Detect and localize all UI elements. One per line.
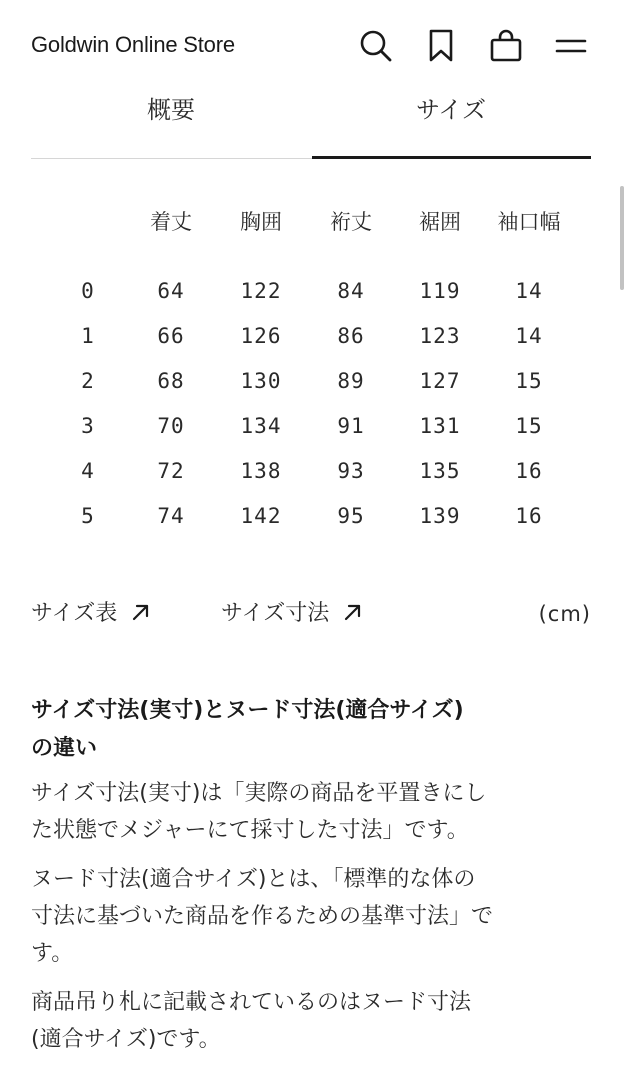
table-cell: 127 (419, 368, 461, 393)
menu-icon[interactable] (553, 28, 589, 64)
bag-icon[interactable] (488, 28, 524, 64)
table-row (50, 268, 574, 313)
paragraph-line: ヌード寸法(適合サイズ)とは、「標準的な体の (31, 867, 476, 892)
paragraph-line: た状態でメジャーにて採寸した寸法」です。 (31, 818, 469, 843)
table-row (50, 448, 574, 493)
table-cell: 15 (515, 413, 543, 438)
table-cell: 5 (81, 503, 95, 528)
table-cell: 138 (240, 458, 282, 483)
header-cell-cuff-width: 袖口幅 (497, 210, 561, 234)
tab-overview[interactable]: 概要 (147, 96, 195, 124)
size-info-heading (31, 692, 593, 768)
heading-line: の違い (31, 736, 98, 761)
table-cell: 95 (337, 503, 365, 528)
table-cell: 14 (515, 323, 543, 348)
detail-tabs (31, 88, 591, 160)
table-cell: 139 (419, 503, 461, 528)
table-cell: 16 (515, 458, 543, 483)
table-cell: 66 (157, 323, 185, 348)
active-tab-indicator (312, 156, 591, 159)
table-cell: 2 (81, 368, 95, 393)
size-dimensions-link[interactable] (221, 596, 363, 634)
paragraph-line: す。 (31, 941, 74, 966)
table-spacer (50, 242, 574, 268)
paragraph-line: サイズ寸法(実寸)は「実際の商品を平置きにし (31, 781, 487, 806)
table-cell: 16 (515, 503, 543, 528)
external-arrow-icon (131, 598, 151, 634)
table-cell: 84 (337, 278, 365, 303)
table-cell: 134 (240, 413, 282, 438)
size-info-section (31, 692, 593, 1058)
table-cell: 0 (81, 278, 95, 303)
header-cell-size (50, 200, 126, 242)
header-cell-hem: 裾囲 (419, 210, 461, 234)
table-cell: 1 (81, 323, 95, 348)
paragraph-line: (適合サイズ)です。 (31, 1027, 221, 1052)
size-dimensions-link-label: サイズ寸法 (221, 601, 330, 626)
table-row (50, 313, 574, 358)
store-logo[interactable]: Goldwin Online Store (31, 32, 235, 57)
table-cell: 4 (81, 458, 95, 483)
tab-size[interactable]: サイズ (415, 96, 487, 124)
table-cell: 3 (81, 413, 95, 438)
bookmark-icon[interactable] (423, 28, 459, 64)
info-paragraph (31, 861, 593, 972)
table-cell: 130 (240, 368, 282, 393)
table-row (50, 403, 574, 448)
table-cell: 70 (157, 413, 185, 438)
table-cell: 72 (157, 458, 185, 483)
header-cell-chest: 胸囲 (240, 210, 282, 234)
table-row (50, 358, 574, 403)
table-cell: 126 (240, 323, 282, 348)
table-cell: 123 (419, 323, 461, 348)
table-cell: 74 (157, 503, 185, 528)
info-paragraph (31, 775, 593, 849)
table-cell: 142 (240, 503, 282, 528)
table-cell: 91 (337, 413, 365, 438)
external-arrow-icon (343, 598, 363, 634)
table-cell: 131 (419, 413, 461, 438)
size-table-link-label: サイズ表 (31, 601, 118, 626)
table-header-row (50, 200, 574, 242)
table-cell: 135 (419, 458, 461, 483)
table-cell: 119 (419, 278, 461, 303)
table-row (50, 493, 574, 538)
table-cell: 15 (515, 368, 543, 393)
size-table-link[interactable] (31, 596, 151, 634)
table-cell: 122 (240, 278, 282, 303)
scrollbar-thumb[interactable] (620, 186, 624, 290)
table-cell: 93 (337, 458, 365, 483)
search-icon[interactable] (358, 28, 394, 64)
paragraph-line: 商品吊り札に記載されているのはヌード寸法 (31, 990, 472, 1015)
table-cell: 89 (337, 368, 365, 393)
paragraph-line: 寸法に基づいた商品を作るための基準寸法」で (31, 904, 494, 929)
header-cell-sleeve-length: 裄丈 (330, 210, 372, 234)
site-header (0, 0, 625, 90)
size-table (50, 200, 574, 538)
table-cell: 86 (337, 323, 365, 348)
heading-line: サイズ寸法(実寸)とヌード寸法(適合サイズ) (31, 698, 464, 723)
unit-label: (cm) (538, 602, 591, 626)
table-cell: 64 (157, 278, 185, 303)
table-cell: 68 (157, 368, 185, 393)
table-cell: 14 (515, 278, 543, 303)
size-links (31, 596, 591, 632)
info-paragraph (31, 984, 593, 1058)
header-cell-length: 着丈 (150, 210, 192, 234)
